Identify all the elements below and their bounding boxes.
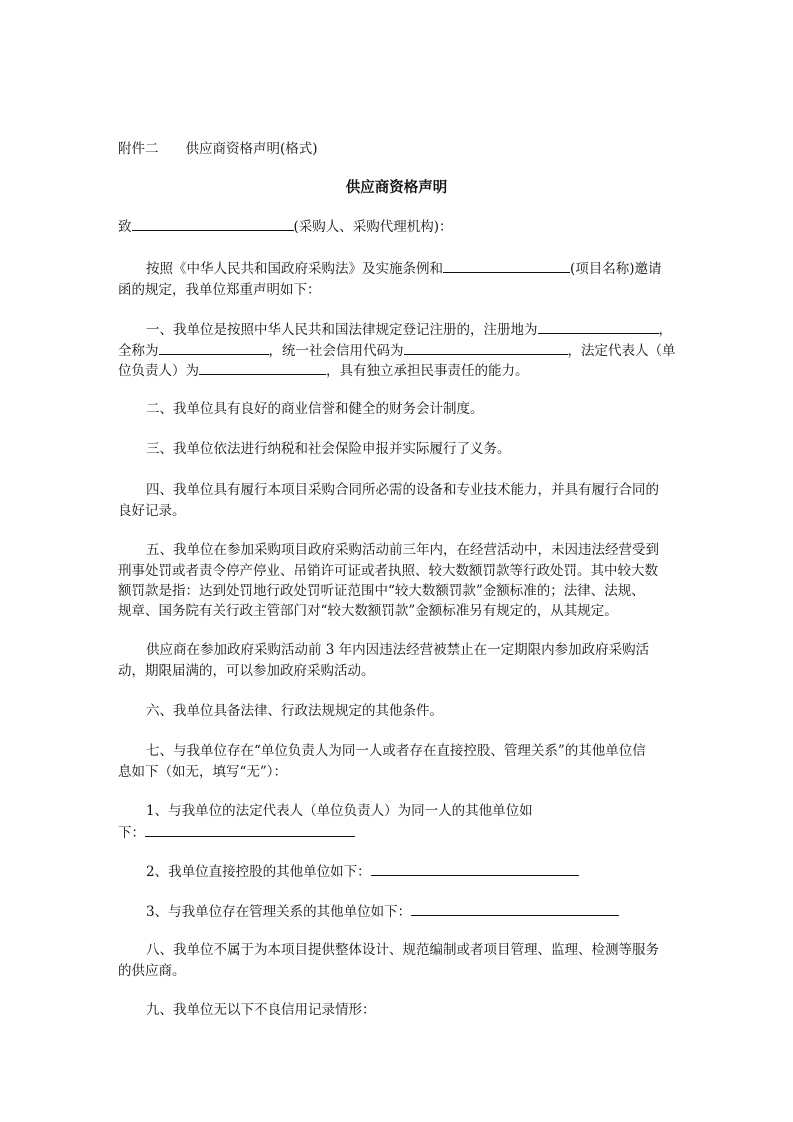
full-name-blank[interactable] [159, 341, 269, 355]
clause-1-text-g: ，具有独立承担民事责任的能力。 [326, 363, 529, 379]
clause-7-line1: 七、与我单位存在“单位负责人为同一人或者存在直接控股、管理关系”的其他单位信 [146, 743, 646, 759]
clause-7-item-1-line2: 下： [118, 825, 145, 841]
clause-5-supplement-line2: 动，期限届满的，可以参加政府采购活动。 [118, 663, 375, 679]
clause-5-line3: 额罚款是指：达到处罚地行政处罚听证范围中“较大数额罚款”金额标准的；法律、法规、 [118, 583, 645, 599]
clause-4-line2: 良好记录。 [118, 503, 186, 519]
intro-text-line2: 函的规定，我单位郑重声明如下： [118, 282, 321, 298]
clause-5-line4: 规章、国务院有关行政主管部门对“较大数额罚款”金额标准另有规定的，从其规定。 [118, 603, 618, 619]
document-title: 供应商资格声明 [345, 179, 448, 196]
clause-9: 九、我单位无以下不良信用记录情形： [146, 1002, 376, 1018]
clause-8-line1: 八、我单位不属于为本项目提供整体设计、规范编制或者项目管理、监理、检测等服务 [146, 942, 659, 958]
clause-7-item-3 [146, 902, 619, 920]
attachment-heading: 附件二 供应商资格声明(格式) [118, 141, 318, 157]
project-name-blank[interactable] [443, 259, 570, 273]
managed-units-blank[interactable] [411, 902, 619, 916]
intro-text-a: 按照《中华人民共和国政府采购法》及实施条例和 [146, 261, 443, 277]
clause-3: 三、我单位依法进行纳税和社会保险申报并实际履行了义务。 [146, 441, 511, 457]
credit-code-blank[interactable] [404, 341, 568, 355]
same-representative-units-blank[interactable] [145, 823, 355, 837]
registered-address-blank[interactable] [538, 320, 659, 334]
clause-1-text-e: ，法定代表人（单 [567, 343, 676, 359]
clause-7-line2: 息如下（如无，填写“无”）： [118, 764, 288, 780]
legal-representative-blank[interactable] [199, 361, 326, 375]
clause-7-item-2 [146, 862, 579, 880]
clause-5-line2: 刑事处罚或者责令停产停业、吊销许可证或者执照、较大数额罚款等行政处罚。其中较大数 [118, 563, 658, 579]
clause-7-item-2-text: 2、我单位直接控股的其他单位如下： [146, 864, 371, 880]
clause-8-line2: 的供应商。 [118, 963, 186, 979]
addressee-blank[interactable] [132, 217, 294, 231]
clause-2: 二、我单位具有良好的商业信誉和健全的财务会计制度。 [146, 401, 484, 417]
clause-1-text-b: ， [658, 322, 672, 338]
addressee-prefix: 致 [118, 219, 132, 235]
clause-7-item-1-line1: 1、与我单位的法定代表人（单位负责人）为同一人的其他单位如 [146, 803, 533, 819]
controlled-units-blank[interactable] [371, 862, 579, 876]
clause-4-line1: 四、我单位具有履行本项目采购合同所必需的设备和专业技术能力，并具有履行合同的 [146, 482, 659, 498]
addressee-line [118, 217, 453, 235]
clause-6: 六、我单位具备法律、行政法规规定的其他条件。 [146, 703, 443, 719]
clause-1-text-c: 全称为 [118, 343, 159, 359]
clause-7-item-3-text: 3、与我单位存在管理关系的其他单位如下： [146, 904, 412, 920]
clause-1-text-d: ，统一社会信用代码为 [268, 343, 404, 359]
intro-text-b: (项目名称)邀请 [570, 261, 662, 277]
clause-1-text-a: 一、我单位是按照中华人民共和国法律规定登记注册的，注册地为 [146, 322, 538, 338]
clause-1-text-f: 位负责人）为 [118, 363, 199, 379]
addressee-suffix: (采购人、采购代理机构)： [293, 219, 453, 235]
clause-5-line1: 五、我单位在参加采购项目政府采购活动前三年内，在经营活动中，未因违法经营受到 [146, 542, 659, 558]
clause-5-supplement-line1: 供应商在参加政府采购活动前 3 年内因违法经营被禁止在一定期限内参加政府采购活 [146, 642, 650, 658]
